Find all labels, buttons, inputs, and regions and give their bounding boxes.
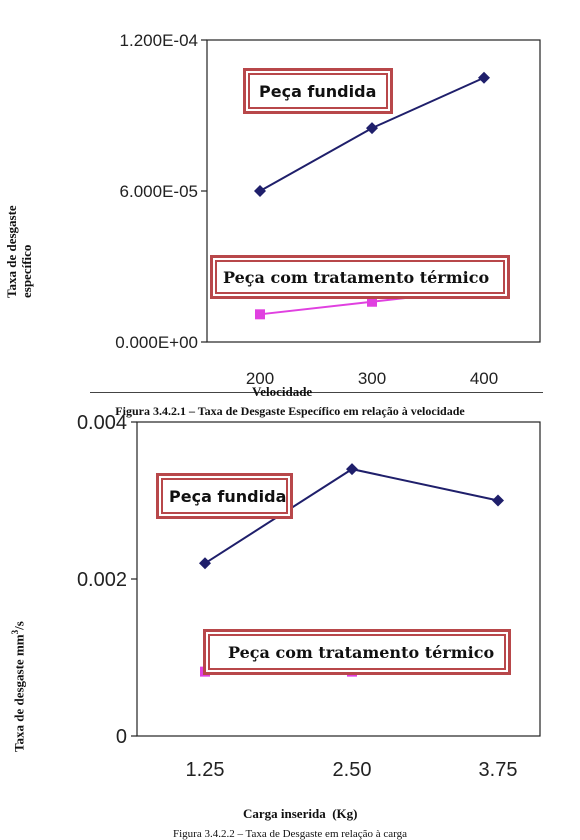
chart-1-y-tick-label: 0.000E+00 [115,332,198,352]
chart-1-x-tick-label: 300 [357,369,387,388]
chart-1-x-tick-label: 400 [469,369,499,388]
chart-2-y-tick-label: 0.004 [76,412,127,434]
chart-2-x-tick-label: 3.75 [478,759,518,781]
chart-1-legend-fundida-label: Peça fundida [259,81,377,101]
chart-1-y-axis-label-line2: específico [19,244,34,298]
chart-1-y-axis-label [4,205,34,298]
chart-1-caption-title: Figura 3.4.2.1 – Taxa de Desgaste Específico em relação à velocidade [115,404,465,418]
chart-2-legend-box-tratada [203,629,511,675]
chart-2-plot-area [137,422,540,736]
chart-1-y-tick-label: 6.000E-05 [119,181,198,201]
chart-1-series-1-point [255,309,265,319]
chart-2-caption: Figura 3.4.2.2 – Taxa de Desgaste em relação à carga [172,828,407,840]
chart-2-y-tick-label: 0 [115,726,127,748]
chart-2-y-axis-label: Taxa de desgaste $mm^3/s$ [10,621,27,752]
chart-2-x-tick-label: 2.50 [332,759,372,781]
chart-1-y-axis-label-line1: Taxa de desgaste [4,205,19,298]
chart-1-y-tick-label: 1.200E-04 [119,30,198,50]
chart-1-separator [90,392,543,393]
chart-2-legend-box-fundida [156,473,293,519]
chart-1-legend-box-tratada [210,255,510,299]
chart-2-legend-tratada-label: Peça com tratamento térmico [228,642,495,662]
chart-1-legend-box-fundida [243,68,393,114]
chart-2-x-axis-label: Carga inserida (Kg) [243,806,358,821]
chart-2-legend-fundida-label: Peça fundida [169,486,287,506]
chart-1-legend-tratada-label: Peça com tratamento térmico [223,267,490,287]
chart-2-x-tick-label: 1.25 [185,759,225,781]
chart-1-x-tick-label: 200 [245,369,275,388]
chart-1-x-axis-label: Velocidade [252,384,313,399]
chart-2-y-tick-label: 0.002 [76,569,127,591]
